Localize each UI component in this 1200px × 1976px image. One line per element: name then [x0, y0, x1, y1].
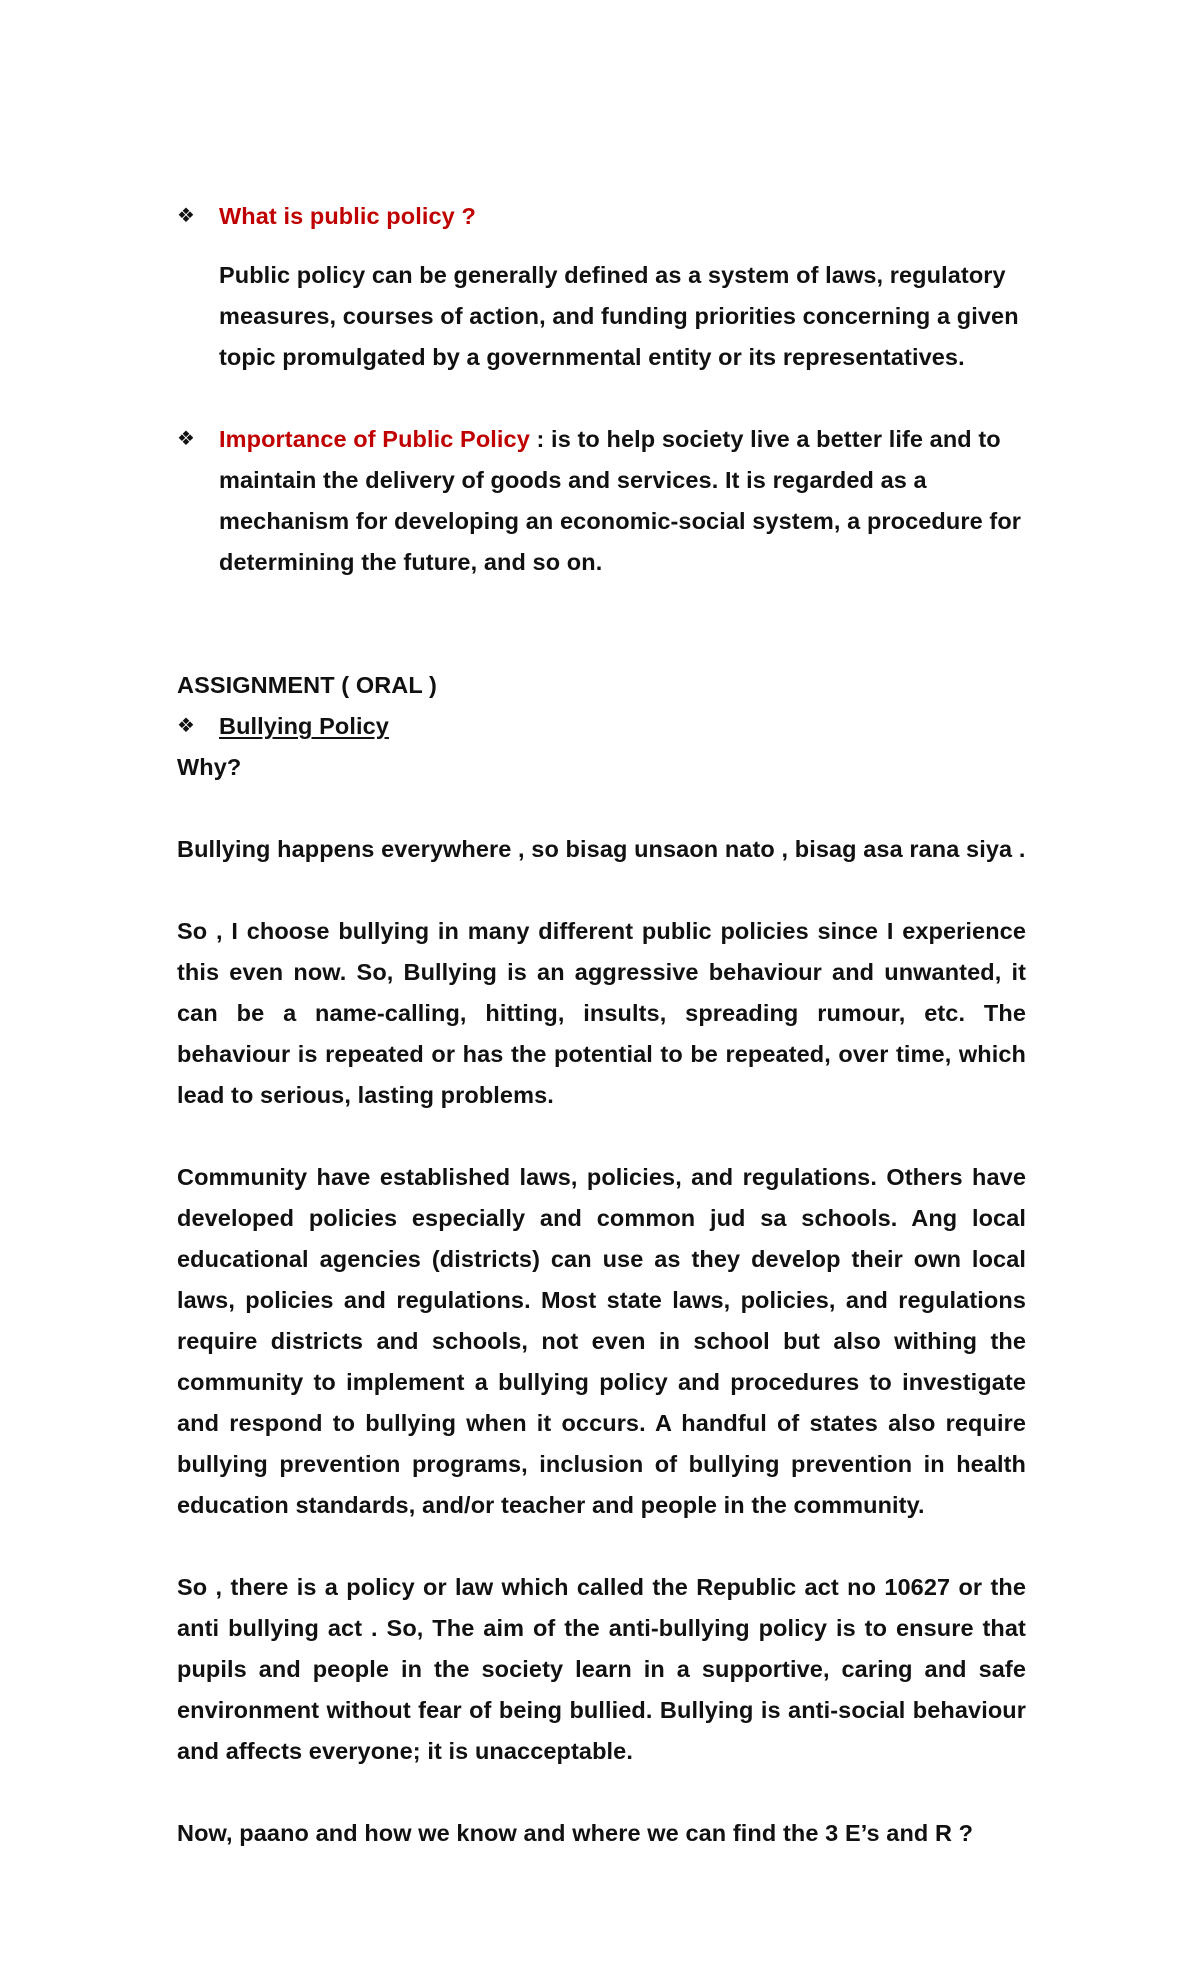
paragraph-2: So , I choose bullying in many different public policies since I experience this even now. So, Bullying is an aggressive behaviour and unwanted, it can be a name-calling, hitting, insults, spreading rumour, etc. The behaviour is repeated or has the potential to be repeated, over time, which lead to serious, lasting problems.: [177, 918, 1026, 1108]
paragraph-1: Bullying happens everywhere , so bisag unsaon nato , bisag asa rana siya .: [177, 836, 1026, 862]
bullet-public-policy: [177, 196, 1026, 237]
diamond-bullet-icon: ❖: [177, 715, 196, 737]
assignment-question: Why?: [177, 754, 242, 780]
document-content: [177, 196, 1026, 1854]
bullet-bullying-policy: [177, 706, 1026, 747]
importance-text: : is to help society live a better life and to maintain the delivery of goods and services. It is regarded as a mechanism for developing an economic-social system, a procedure for determining the future, and so on.: [219, 426, 1022, 575]
public-policy-heading: What is public policy ?: [219, 203, 476, 229]
paragraph-5: Now, paano and how we know and where we can find the 3 E’s and R ?: [177, 1820, 974, 1846]
assignment-topic: Bullying Policy: [219, 713, 389, 739]
diamond-bullet-icon: ❖: [177, 205, 196, 227]
paragraph-4: So , there is a policy or law which called the Republic act no 10627 or the anti bullying act . So, The aim of the anti-bullying policy is to ensure that pupils and people in the society learn in a supportive, caring and safe environment without fear of being bullied. Bullying is anti-social behaviour and affects everyone; it is unacceptable.: [177, 1574, 1026, 1764]
paragraph-3: Community have established laws, policies, and regulations. Others have developed policies especially and common jud sa schools. Ang local educational agencies (districts) can use as they develop their own local laws, policies and regulations. Most state laws, policies, and regulations require districts and schools, not even in school but also withing the community to implement a bullying policy and procedures to investigate and respond to bullying when it occurs. A handful of states also require bullying prevention programs, inclusion of bullying prevention in health education standards, and/or teacher and people in the community.: [177, 1164, 1026, 1518]
public-policy-definition: Public policy can be generally defined as a system of laws, regulatory measures, courses of action, and funding priorities concerning a given topic promulgated by a governmental entity or its representatives.: [219, 262, 1019, 370]
diamond-bullet-icon: ❖: [177, 428, 196, 450]
bullet-importance: [177, 419, 1026, 583]
assignment-title: ASSIGNMENT ( ORAL ): [177, 672, 437, 698]
importance-paragraph: [219, 419, 1026, 583]
importance-heading: Importance of Public Policy: [219, 426, 530, 452]
